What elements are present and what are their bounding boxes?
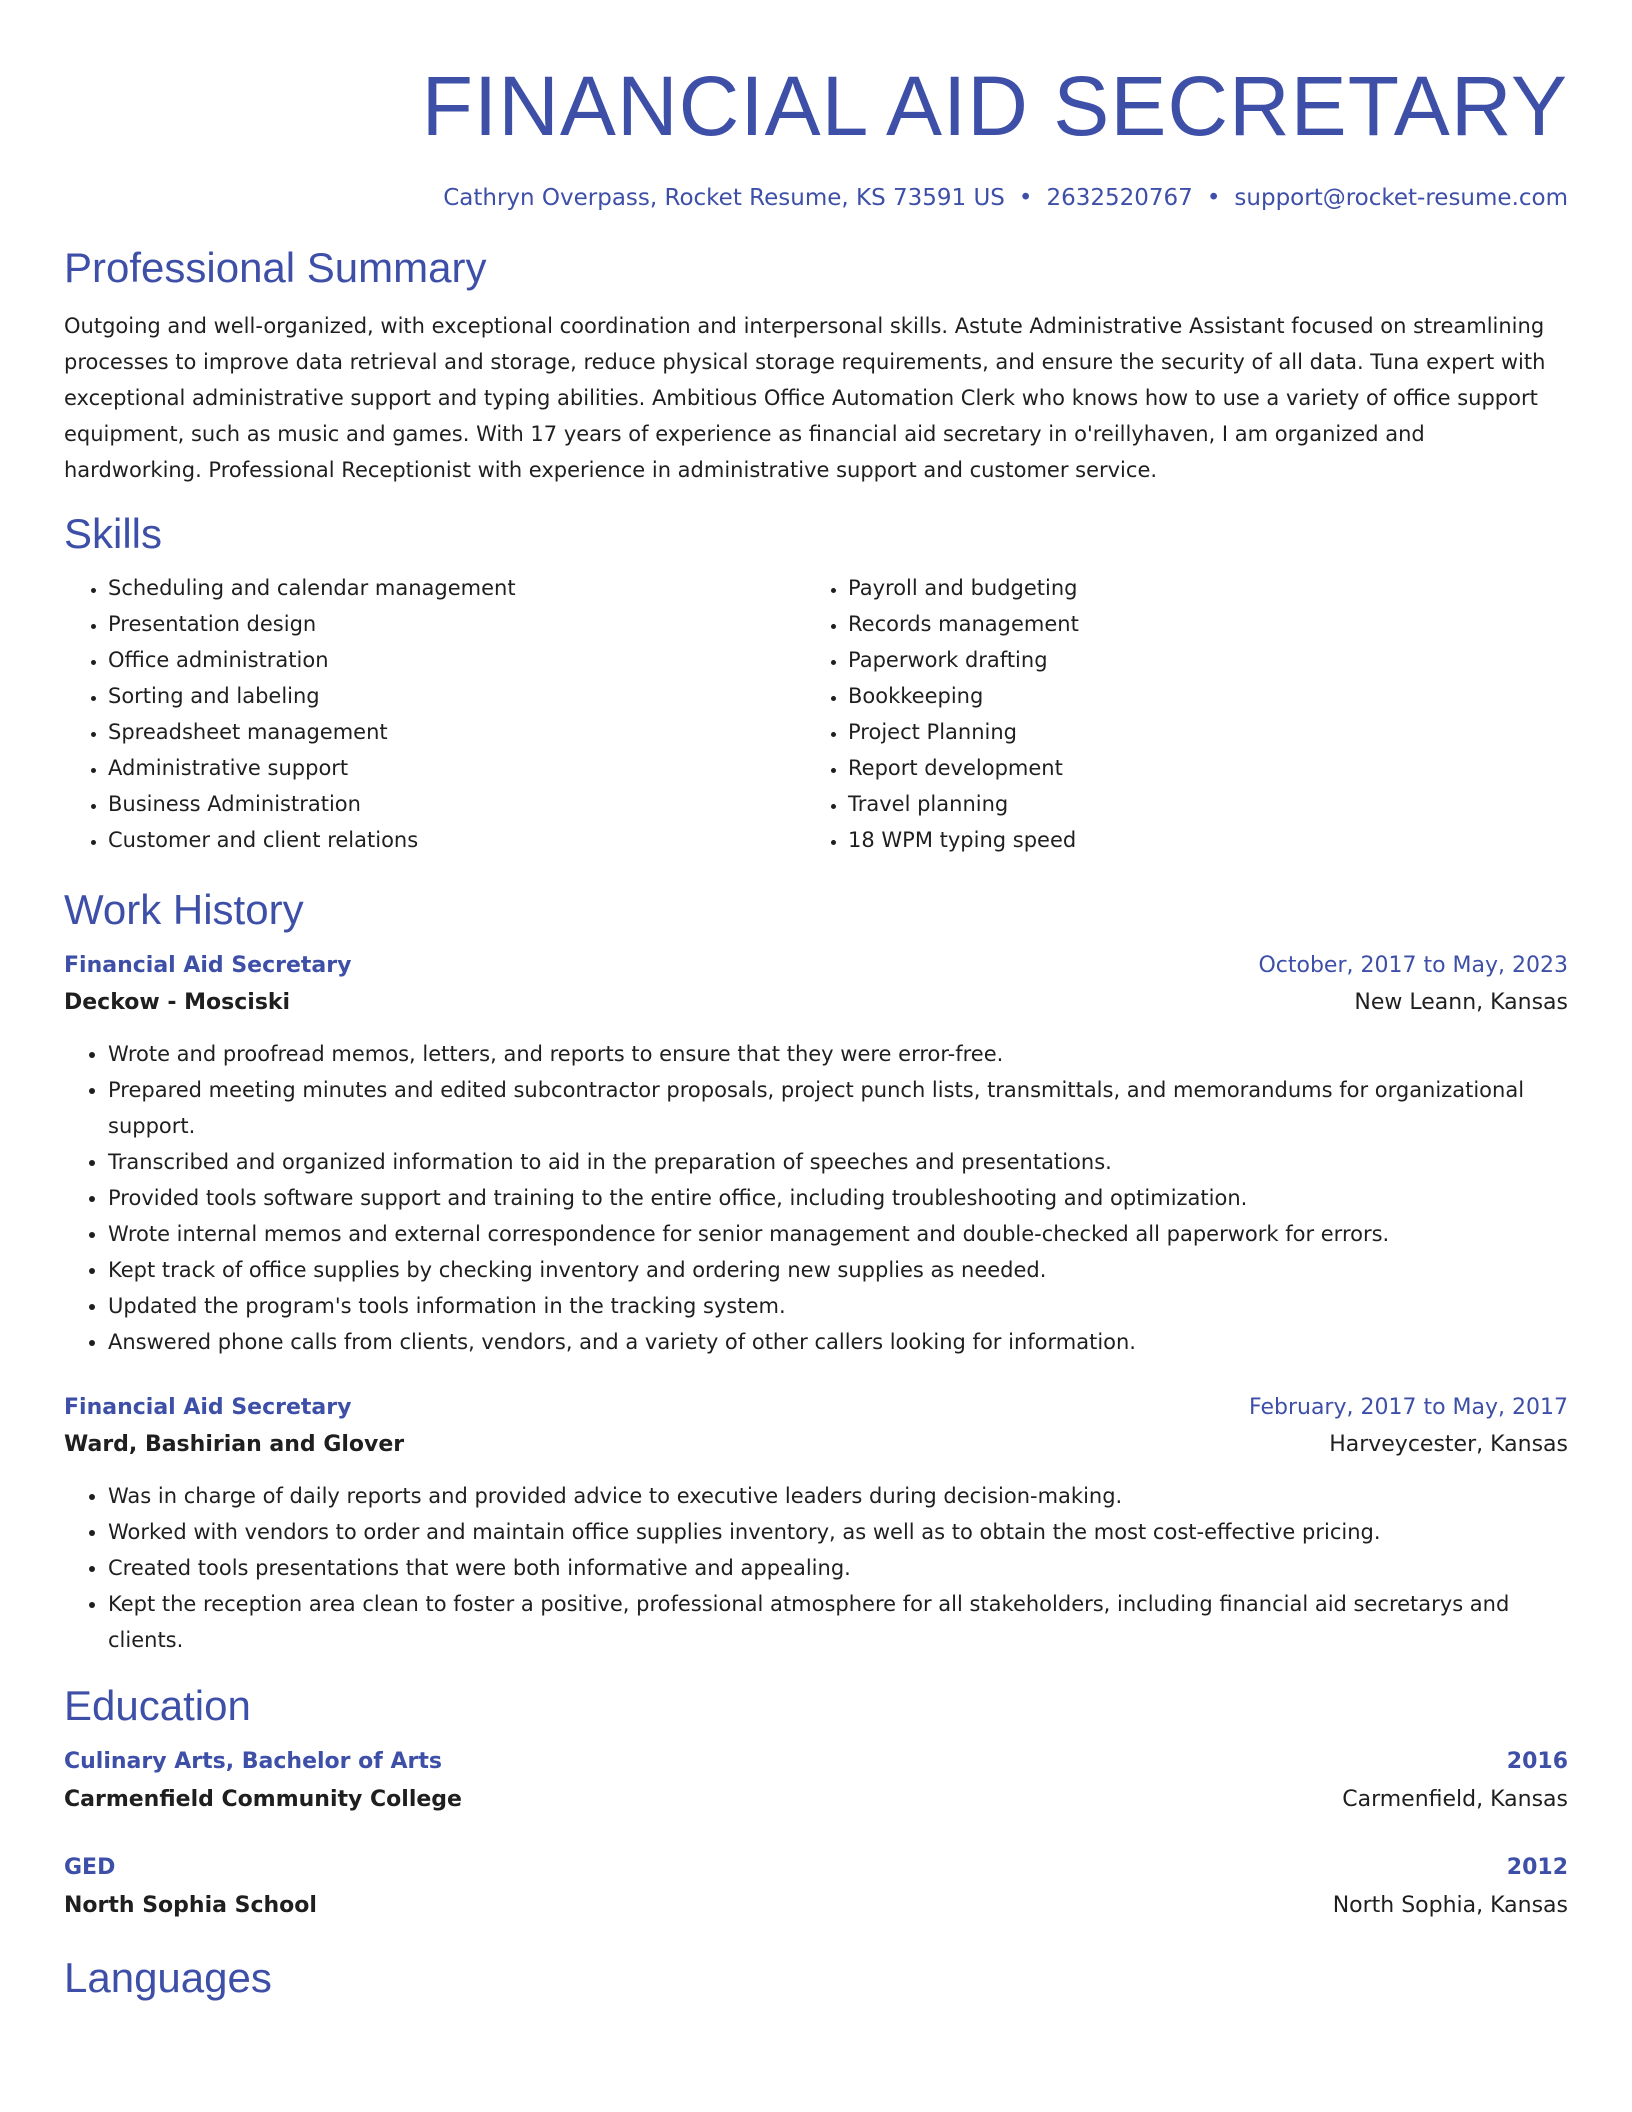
contact-address: Cathryn Overpass, Rocket Resume, KS 73591 US bbox=[443, 185, 1005, 211]
education-degree: GED bbox=[64, 1855, 116, 1880]
contact-separator: • bbox=[1206, 185, 1221, 211]
skill-item: • 18 WPM typing speed bbox=[848, 822, 1544, 858]
education-year: 2016 bbox=[1506, 1749, 1568, 1774]
job-entry bbox=[64, 1390, 1568, 1658]
education-header-row bbox=[64, 1744, 1568, 1780]
education-year: 2012 bbox=[1506, 1855, 1568, 1880]
job-entry bbox=[64, 948, 1568, 1360]
education-school: Carmenfield Community College bbox=[64, 1787, 462, 1812]
job-duties bbox=[64, 1036, 1568, 1360]
skill-item: • Customer and client relations bbox=[108, 822, 804, 858]
skills-list bbox=[64, 570, 1568, 858]
skill-item: • Project Planning bbox=[848, 714, 1544, 750]
job-employer-row bbox=[64, 984, 1568, 1022]
resume-name: FINANCIAL AID SECRETARY bbox=[421, 59, 1568, 153]
job-duty: • Prepared meeting minutes and edited subcontractor proposals, project punch lists, transmittals, and memorandums for organizational support. bbox=[108, 1072, 1568, 1144]
job-duty: • Answered phone calls from clients, vendors, and a variety of other callers looking for information. bbox=[108, 1324, 1568, 1360]
job-duty: • Worked with vendors to order and maintain office supplies inventory, as well as to obtain the most cost-effective pricing. bbox=[108, 1514, 1568, 1550]
contact-separator: • bbox=[1018, 185, 1033, 211]
education-entry bbox=[64, 1744, 1568, 1820]
work-history-heading: Work History bbox=[64, 886, 304, 933]
job-header-row bbox=[64, 948, 1568, 984]
education-location: Carmenfield, Kansas bbox=[1342, 1787, 1568, 1812]
job-dates: October, 2017 to May, 2023 bbox=[1258, 953, 1568, 978]
job-duty: • Kept track of office supplies by checking inventory and ordering new supplies as needed. bbox=[108, 1252, 1568, 1288]
skill-item: • Bookkeeping bbox=[848, 678, 1544, 714]
skills-heading: Skills bbox=[64, 510, 163, 557]
skills-column-right bbox=[804, 570, 1544, 858]
job-title: Financial Aid Secretary bbox=[64, 1395, 352, 1420]
skill-item: • Business Administration bbox=[108, 786, 804, 822]
skill-item: • Payroll and budgeting bbox=[848, 570, 1544, 606]
job-dates: February, 2017 to May, 2017 bbox=[1249, 1395, 1568, 1420]
skill-item: • Report development bbox=[848, 750, 1544, 786]
job-header-row bbox=[64, 1390, 1568, 1426]
job-employer: Ward, Bashirian and Glover bbox=[64, 1432, 405, 1457]
skill-item: • Administrative support bbox=[108, 750, 804, 786]
skill-item: • Paperwork drafting bbox=[848, 642, 1544, 678]
skill-item: • Spreadsheet management bbox=[108, 714, 804, 750]
education-degree: Culinary Arts, Bachelor of Arts bbox=[64, 1749, 442, 1774]
job-duty: • Wrote and proofread memos, letters, and reports to ensure that they were error-free. bbox=[108, 1036, 1568, 1072]
summary-heading: Professional Summary bbox=[64, 244, 487, 291]
job-duty: • Transcribed and organized information to aid in the preparation of speeches and presentations. bbox=[108, 1144, 1568, 1180]
job-duty: • Updated the program's tools information in the tracking system. bbox=[108, 1288, 1568, 1324]
resume-header bbox=[64, 56, 1568, 214]
education-header-row bbox=[64, 1850, 1568, 1886]
education-school: North Sophia School bbox=[64, 1893, 317, 1918]
job-employer-row bbox=[64, 1426, 1568, 1464]
contact-phone: 2632520767 bbox=[1046, 185, 1193, 211]
skill-item: • Scheduling and calendar management bbox=[108, 570, 804, 606]
job-duty: • Wrote internal memos and external correspondence for senior management and double-checked all paperwork for errors. bbox=[108, 1216, 1568, 1252]
job-duty: • Provided tools software support and training to the entire office, including troubleshooting and optimization. bbox=[108, 1180, 1568, 1216]
education-heading: Education bbox=[64, 1682, 251, 1729]
job-duties bbox=[64, 1478, 1568, 1658]
skill-item: • Sorting and labeling bbox=[108, 678, 804, 714]
skill-item: • Presentation design bbox=[108, 606, 804, 642]
job-duty: • Was in charge of daily reports and provided advice to executive leaders during decision-making. bbox=[108, 1478, 1568, 1514]
skill-item: • Office administration bbox=[108, 642, 804, 678]
education-location: North Sophia, Kansas bbox=[1332, 1893, 1568, 1918]
summary-text: Outgoing and well-organized, with exceptional coordination and interpersonal skills. Astute Administrative Assistant focused on streamlining processes to improve data retrieval and storage, reduce physical storage requirements, and ensure the security of all data. Tuna expert with exceptional administrative support and typing abilities. Ambitious Office Automation Clerk who knows how to use a variety of office support equipment, such as music and games. With 17 years of experience as financial aid secretary in o'reillyhaven, I am organized and hardworking. Professional Receptionist with experience in administrative support and customer service. bbox=[64, 314, 1546, 482]
skills-column-left bbox=[64, 570, 804, 858]
job-location: New Leann, Kansas bbox=[1354, 990, 1568, 1015]
job-employer: Deckow - Mosciski bbox=[64, 990, 291, 1015]
skill-item: • Travel planning bbox=[848, 786, 1544, 822]
job-duty: • Kept the reception area clean to foster a positive, professional atmosphere for all stakeholders, including financial aid secretarys and clients. bbox=[108, 1586, 1568, 1658]
contact-line bbox=[64, 182, 1568, 214]
education-school-row bbox=[64, 1886, 1568, 1926]
education-entry bbox=[64, 1850, 1568, 1926]
job-duty: • Created tools presentations that were both informative and appealing. bbox=[108, 1550, 1568, 1586]
skill-item: • Records management bbox=[848, 606, 1544, 642]
languages-heading: Languages bbox=[64, 1954, 272, 2001]
contact-email: support@rocket-resume.com bbox=[1234, 185, 1568, 211]
education-school-row bbox=[64, 1780, 1568, 1820]
job-location: Harveycester, Kansas bbox=[1329, 1432, 1568, 1457]
job-title: Financial Aid Secretary bbox=[64, 953, 352, 978]
